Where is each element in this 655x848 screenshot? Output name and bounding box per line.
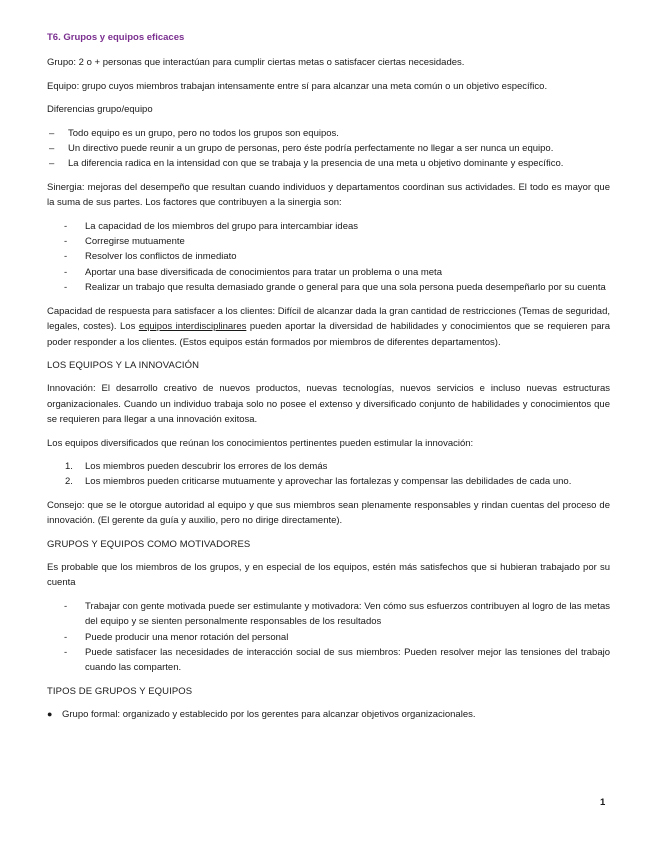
tipos-list xyxy=(47,707,610,722)
list-item: – La diferencia radica en la intensidad con que se trabaja y la presencia de una meta u objetivo dominante y específico. xyxy=(47,156,610,171)
hyphen-marker: - xyxy=(64,282,68,294)
list-item: - Puede satisfacer las necesidades de interacción social de sus miembros: Pueden resolver mejor las tensiones del trabajo cuando las comparten. xyxy=(64,647,610,674)
list-item: ● Grupo formal: organizado y establecido por los gerentes para alcanzar objetivos organizacionales. xyxy=(47,707,610,722)
list-item: - Trabajar con gente motivada puede ser estimulante y motivadora: Ven cómo sus esfuerzos contribuyen al logro de las metas del equipo y se sienten personalmente responsables de los resultados xyxy=(64,600,610,628)
list-item: - Corregirse mutuamente xyxy=(47,234,610,249)
hyphen-marker: - xyxy=(64,600,68,612)
motivadores-list xyxy=(47,599,610,676)
dash-marker: – xyxy=(49,127,55,139)
list-item: 1. Los miembros pueden descubrir los errores de los demás xyxy=(47,459,610,474)
hyphen-marker: - xyxy=(64,220,68,232)
section-heading-motivadores: GRUPOS Y EQUIPOS COMO MOTIVADORES xyxy=(47,538,251,550)
list-item: - Aportar una base diversificada de conocimientos para tratar un problema o una meta xyxy=(47,265,610,280)
paragraph-grupo: Grupo: 2 o + personas que interactúan para cumplir ciertas metas o satisfacer ciertas necesidades. xyxy=(47,57,465,69)
document-title: T6. Grupos y equipos eficaces xyxy=(47,32,185,43)
heading-diferencias: Diferencias grupo/equipo xyxy=(47,104,153,116)
dash-marker: – xyxy=(49,158,55,170)
paragraph-probable: Es probable que los miembros de los grupos, y en especial de los equipos, estén más satisfechos que si hubieran trabajado por su cuenta xyxy=(47,561,610,589)
sinergia-list xyxy=(47,219,610,296)
paragraph-diversificados: Los equipos diversificados que reúnan los conocimientos pertinentes pueden estimular la innovación: xyxy=(47,437,474,449)
section-heading-innovacion: LOS EQUIPOS Y LA INNOVACIÓN xyxy=(47,359,200,371)
number-marker: 1. xyxy=(65,460,73,472)
number-marker: 2. xyxy=(65,476,73,488)
paragraph-sinergia: Sinergia: mejoras del desempeño que resultan cuando individuos y departamentos coordinan sus actividades. El todo es mayor que la suma de sus partes. Los factores que contribuyen a la sinergia son: xyxy=(47,181,610,209)
list-item: 2. Los miembros pueden criticarse mutuamente y aprovechar las fortalezas y compensar las debilidades de cada uno. xyxy=(47,474,610,489)
list-item: - Puede producir una menor rotación del personal xyxy=(47,630,610,645)
list-item: – Un directivo puede reunir a un grupo de personas, pero éste podría perfectamente no llegar a ser nunca un equipo. xyxy=(47,141,610,156)
innovacion-list xyxy=(47,459,610,490)
hyphen-marker: - xyxy=(64,631,68,643)
hyphen-marker: - xyxy=(64,266,68,278)
hyphen-marker: - xyxy=(64,251,68,263)
list-item: – Todo equipo es un grupo, pero no todos los grupos son equipos. xyxy=(47,126,610,141)
underlined-term: equipos interdisciplinares xyxy=(138,321,247,333)
paragraph-consejo: Consejo: que se le otorgue autoridad al equipo y que sus miembros sean plenamente responsables y rindan cuentas del proceso de innovación. (El gerente da guía y auxilio, pero no dirige directamente). xyxy=(47,499,610,527)
bullet-icon: ● xyxy=(47,709,53,720)
paragraph-innovacion: Innovación: El desarrollo creativo de nuevos productos, nuevas tecnologías, nuevos servicios e incluso nuevas estructuras organizacionales. Cuando un individuo trabaja solo no posee el extenso y diversificado conjunto de habilidades y conocimientos que se requieren para llegar a una innovación exitosa. xyxy=(47,383,610,426)
hyphen-marker: - xyxy=(64,647,68,658)
list-item: - Resolver los conflictos de inmediato xyxy=(47,249,610,264)
section-heading-tipos: TIPOS DE GRUPOS Y EQUIPOS xyxy=(47,685,193,697)
paragraph-equipo: Equipo: grupo cuyos miembros trabajan intensamente entre sí para alcanzar una meta común o un objetivo específico. xyxy=(47,80,548,92)
document-content xyxy=(47,30,610,731)
hyphen-marker: - xyxy=(64,236,68,248)
list-item: - La capacidad de los miembros del grupo para intercambiar ideas xyxy=(47,219,610,234)
paragraph-capacidad: Capacidad de respuesta para satisfacer a los clientes: Difícil de alcanzar dada la gran cantidad de restricciones (Temas de seguridad, legales, costes). Los equipos interdisciplinares pueden aportar la diversidad de habilidades y conocimientos que se requieren para poder responder a los clientes. (Estos equipos están formados por miembros de diferentes departamentos). xyxy=(47,305,610,348)
page-number: 1 xyxy=(600,797,606,808)
dash-marker: – xyxy=(49,143,55,155)
list-item: - Realizar un trabajo que resulta demasiado grande o general para que una sola persona pueda desempeñarlo por su cuenta xyxy=(47,280,610,295)
diferencias-list xyxy=(47,126,610,172)
